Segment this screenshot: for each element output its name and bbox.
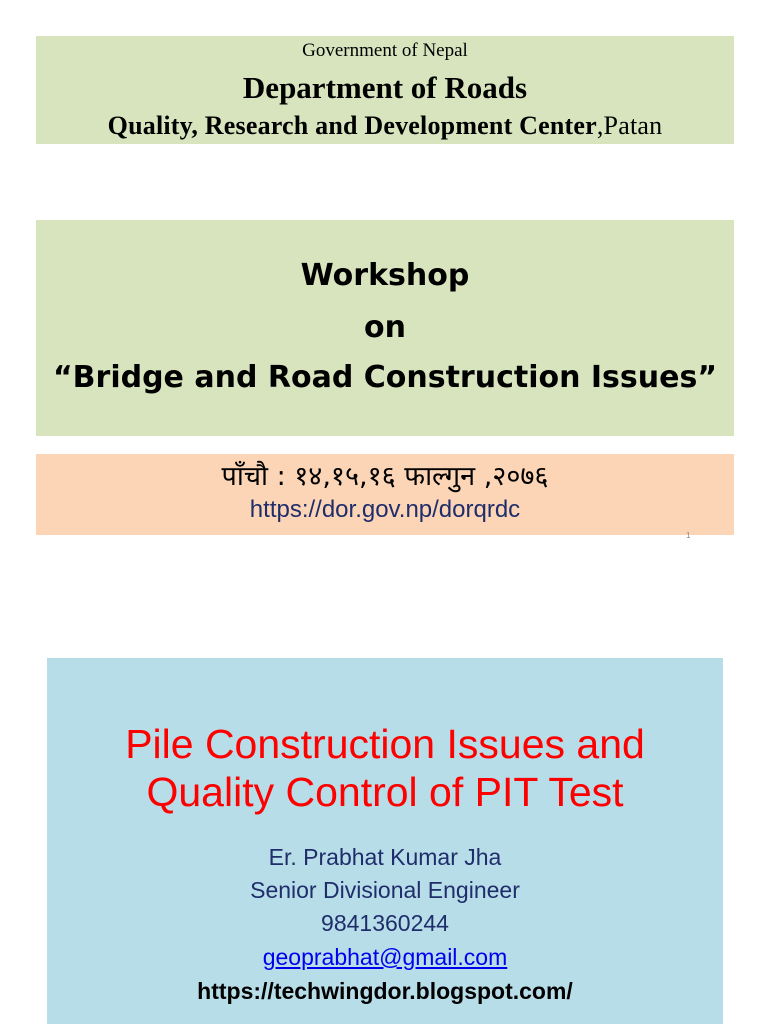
- blog-url[interactable]: https://techwingdor.blogspot.com/: [197, 978, 573, 1004]
- slide-number: 1: [686, 531, 691, 540]
- workshop-on: on: [364, 310, 406, 345]
- presentation-panel: [47, 658, 723, 1024]
- schedule-panel: [36, 454, 734, 535]
- header-panel: [36, 36, 734, 144]
- title-line-2: Quality Control of PIT Test: [146, 769, 624, 815]
- workshop-panel: [36, 220, 734, 436]
- title-line-1: Pile Construction Issues and: [125, 721, 645, 767]
- dor-url[interactable]: https://dor.gov.np/dorqrdc: [249, 496, 521, 523]
- department-title: Department of Roads: [242, 70, 528, 105]
- author-phone: 9841360244: [321, 910, 449, 936]
- center-location: ,Patan: [596, 111, 663, 140]
- workshop-topic: “Bridge and Road Construction Issues”: [52, 360, 718, 395]
- author-designation: Senior Divisional Engineer: [250, 877, 520, 903]
- presentation-title: [47, 720, 723, 816]
- government-label: Government of Nepal: [302, 40, 468, 61]
- workshop-date: पाँचौ : १४,१५,१६ फाल्गुन ,२०७६: [221, 461, 549, 492]
- center-name: [36, 111, 734, 141]
- center-name-text: Quality, Research and Development Center: [107, 111, 597, 140]
- author-email-link[interactable]: geoprabhat@gmail.com: [262, 944, 508, 970]
- workshop-heading: Workshop: [300, 258, 470, 293]
- author-name: Er. Prabhat Kumar Jha: [268, 844, 502, 870]
